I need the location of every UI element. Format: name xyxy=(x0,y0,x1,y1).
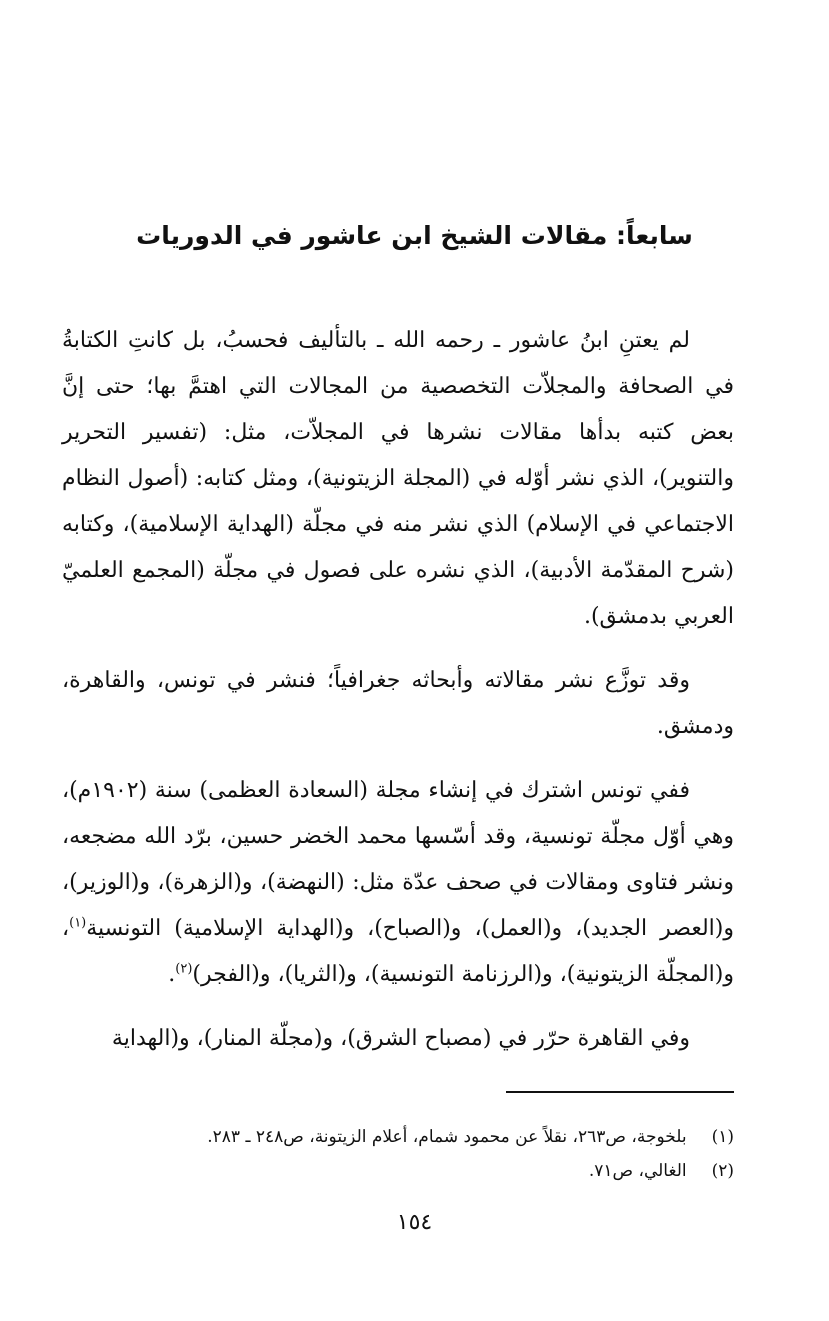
footnote-ref-1: (١) xyxy=(69,915,87,931)
paragraph-3 xyxy=(62,768,734,998)
footnote-1-number: (١) xyxy=(711,1127,734,1147)
page-number: ١٥٤ xyxy=(396,1210,433,1235)
footnote-1-text: بلخوجة، ص٢٦٣، نقلاً عن محمود شمام، أعلام الزيتونة، ص٢٤٨ ـ ٢٨٣. xyxy=(207,1127,687,1147)
footnote-2-number: (٢) xyxy=(711,1161,734,1181)
footnote-separator xyxy=(506,1091,734,1093)
footnotes xyxy=(62,1120,734,1188)
footnote-ref-2: (٢) xyxy=(175,961,193,977)
paragraph-3-text-middle: ، و(المجلّة الزيتونية)، و(الرزنامة التونسية)، و(الثريا)، و(الفجر) xyxy=(62,916,734,987)
body-text xyxy=(62,318,734,1080)
footnote-2-text: الغالي، ص٧١. xyxy=(588,1161,687,1181)
paragraph-4: وفي القاهرة حرّر في (مصباح الشرق)، و(مجلّة المنار)، و(الهداية xyxy=(111,1026,690,1051)
paragraph-2: وقد توزَّع نشر مقالاته وأبحاثه جغرافياً؛ فنشر في تونس، والقاهرة، ودمشق. xyxy=(62,668,734,739)
paragraph-3-text-after: . xyxy=(168,962,176,987)
paragraph-1: لم يعتنِ ابنُ عاشور ـ رحمه الله ـ بالتأليف فحسبُ، بل كانتِ الكتابةُ في الصحافة والمجلاّت التخصصية من المجالات التي اهتمَّ بها؛ حتى إنَّ بعض كتبه بدأها مقالات نشرها في المجلاّت، مثل: (تفسير التحرير والتنوير)، الذي نشر أوّله في (المجلة الزيتونية)، ومثل كتابه: (أصول النظام الاجتماعي في الإسلام) الذي نشر منه في مجلّة (الهداية الإسلامية)، وكتابه (شرح المقدّمة الأدبية)، الذي نشره على فصول في مجلّة (المجمع العلميّ العربي بدمشق). xyxy=(62,328,734,629)
paragraph-3-text-before: ففي تونس اشترك في إنشاء مجلة (السعادة العظمى) سنة (١٩٠٢م)، وهي أوّل مجلّة تونسية، وقد أسّسها محمد الخضر حسين، برّد الله مضجعه، ونشر فتاوى ومقالات في صحف عدّة مثل: (النهضة)، و(الزهرة)، و(الوزير)، و(العصر الجديد)، و(العمل)، و(الصباح)، و(الهداية الإسلامية) التونسية xyxy=(62,778,734,941)
footnote-2 xyxy=(62,1154,734,1188)
footnote-1 xyxy=(62,1120,734,1154)
section-heading: سابعاً: مقالات الشيخ ابن عاشور في الدوريات xyxy=(136,221,693,250)
